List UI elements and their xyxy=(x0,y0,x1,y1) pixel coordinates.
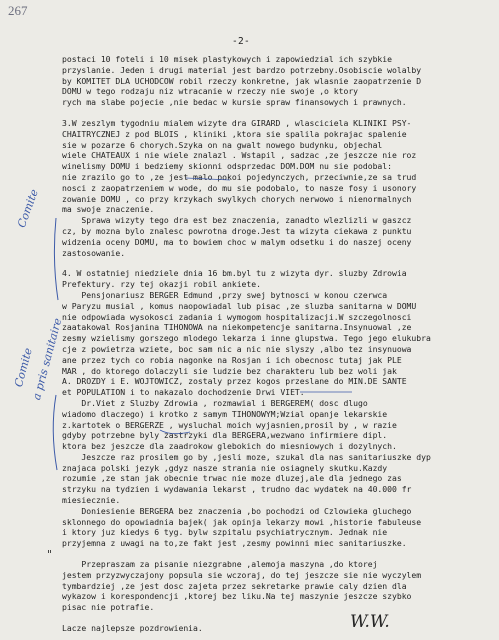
text-line: w Paryzu musial , komus naopowiadal lub pisac ,ze sluzba sanitarna w DOMU xyxy=(62,300,417,311)
text-line: ma swoje znaczenie. xyxy=(62,204,155,215)
margin-note: Comite xyxy=(12,346,35,389)
text-line: ktora bez jeszcze dla zaadrokow glebokich do miesniowych i dozylnych. xyxy=(62,441,397,452)
folio-number: 267 xyxy=(8,3,28,18)
text-line: nosci z zaopatrzeniem w wode, do mu sie podobalo, to nasze fosy i usonory xyxy=(62,182,417,193)
text-line: zastosowanie. xyxy=(62,247,126,258)
text-line: Prefektury. rzy tej okazji robil ankiete. xyxy=(62,279,261,290)
text-line: cz, by mozna bylo znalesc powrotna droge.Jest ta wizyta ciekawa z punktu xyxy=(62,225,412,236)
text-line: nie odpowiada wysokosci zadania i wymogom hospitalizacji.W szczegolnosci xyxy=(62,311,412,322)
text-line: widzenia oceny DOMU, ma to bowiem choc w malym odsetku i do naszej oceny xyxy=(62,236,412,247)
ditto-mark: " xyxy=(47,548,53,561)
text-line: rozumie ,ze stan jak obecnie trwac nie moze dluzej,ale dla jednego zas xyxy=(62,473,402,484)
text-line: rych ma slabe pojecie ,nie bedac w kursie spraw finansowych i prawnych. xyxy=(62,97,407,108)
text-line: Sprawa wizyty tego dra est bez znaczenia, zanadto wlezlizli w gaszcz xyxy=(62,215,412,226)
text-line: i ktory juz kiedys 6 tyg. bylw szpitalu psychiatrycznym. Jednak nie xyxy=(62,527,388,538)
text-line: cje z powietrza wziete, boc sam nic a nic nie slyszy ,albo tez insynuowa xyxy=(62,343,412,354)
text-line: Przepraszam za pisanie niezgrabne ,alemoja maszyna ,do ktorej xyxy=(62,559,378,570)
text-line: et POPULATION i to nakazalo dochodzenie Drwi VIET. xyxy=(62,387,305,398)
margin-note: Comite xyxy=(15,187,41,230)
text-line: tymbardziej ,ze jest dosc zajeta przez sekretarke prawie caly dzien dla xyxy=(62,580,407,591)
text-line: gdyby potrzebne byly zastrzyki dla BERGERA,wezwano infirmiere dipl. xyxy=(62,430,388,441)
text-line: 3.W zeszlym tygodniu mialem wizyte dra GIRARD , wlasciciela KLINIKI PSY- xyxy=(62,117,412,128)
text-line: Dr.Viet z Sluzby Zdrowia , rozmawial i BERGEREM( dosc dlugo xyxy=(62,397,368,408)
text-line: 4. W ostatniej niedziele dnia 16 bm.byl tu z wizyta dyr. sluzby Zdrowia xyxy=(62,268,407,279)
text-line: strzyku na tydzien i wydawania lekarst , trudno dac wydatek na 40.000 fr xyxy=(62,484,412,495)
text-line: wykazow i korespondencji ,ktorej bez liku.Na tej maszynie jeszcze szybko xyxy=(62,591,412,602)
text-line: by KOMITET DLA UCHODCOW robil rzeczy konkretne, jak wlasnie zaopatrzenie D xyxy=(62,75,422,86)
text-line: postaci 10 foteli i 10 misek plastykowych i zapowiedzial ich szybkie xyxy=(62,54,392,64)
text-line: sie w pozarze 6 chorych.Szyka on na gwalt nowego budynku, objechal xyxy=(62,139,383,150)
text-line: DOMU w tego rodzaju niz wtracanie w rzeczy nie swoje ,o ktory xyxy=(62,86,359,97)
text-line: A. DROZDY i E. WOJTOWICZ, zostaly przez kogos przeslane do MIN.DE SANTE xyxy=(62,376,407,387)
text-line: Jeszcze raz prosilem go by ,jesli moze, szukal dla nas sanitariuszke dyp xyxy=(62,451,431,462)
text-line: wiadomo dlaczego) i krotko z samym TIHONOWYM;Wzial opanje lekarskie xyxy=(62,408,388,419)
page-number: -2- xyxy=(232,36,251,47)
text-line: ane przez tych co robia nagonke na Rosjan i ich obecnosc tutaj jak PLE xyxy=(62,354,402,365)
text-line: jestem przyzwyczajony popsula sie wczoraj, do tej jeszcze sie nie wyczylem xyxy=(62,569,422,580)
text-line: zowanie DOMU , co przy krzykach swylkych chorych nerwowo i nienormalnych xyxy=(62,193,412,204)
text-line: zaatakowal Rosjanina TIHONOWA na niekompetencje sanitarna.Insynuowal ,ze xyxy=(62,322,412,333)
text-line: przyjemna z uwagi na to,ze fakt jest ,zesmy powinni miec sanitariuszke. xyxy=(62,538,407,549)
signature: W.W. xyxy=(350,612,390,632)
text-line: przyslanie. Jeden i drugi material jest bardzo potrzebny.Osobiscie wolalby xyxy=(62,64,422,75)
text-line: CHAITRYCZNEJ z pod BLOIS , kliniki ,ktora sie spalila pokrajac spalenie xyxy=(62,128,407,139)
text-line: MAR , do ktorego dolaczyli sie ludzie bez charakteru lub bez woli jak xyxy=(62,365,397,376)
text-line: Doniesienie BERGERA bez znaczenia ,bo pochodzi od Czlowieka gluchego xyxy=(62,505,412,516)
text-line: Pensjonariusz BERGER Edmund ,przy swej bytnosci w konou czerwca xyxy=(62,289,388,300)
text-line: zesmy wzielismy gorszego mlodego lekarza i inne glupstwa. Tego jego elukubra xyxy=(62,333,431,344)
text-line: winelismy DOMU i bedziemy skionni odsprzedac DOM.DOM nu sie podobal: xyxy=(62,161,392,172)
text-line: z.kartotek o BERGERZE , wysluchal moich wyjasnien,prosil by , w razie xyxy=(62,419,397,430)
text-line: Lacze najlepsze pozdrowienia. xyxy=(62,623,203,634)
text-line: znajaca polski jezyk ,gdyz nasze strania nie osiagnely skutku.Kazdy xyxy=(62,462,388,473)
margin-note: a pris sanitaire xyxy=(30,316,65,402)
text-line: wiele CHATEAUX i nie wiele znalazl . Wstapil , sadzac ,ze jeszcze nie roz xyxy=(62,150,417,161)
text-line: miesiecznie. xyxy=(62,495,121,506)
text-line: sklonnego do opowiadnia bajek( jak opinja lekarzy mowi ,historie fabuleuse xyxy=(62,516,422,527)
text-line: pisac nie potrafie. xyxy=(62,602,155,613)
text-line: nie zrazilo go to ,ze jest malo pokoi pojedynczych, przeciwnie,ze sa trud xyxy=(62,171,417,182)
